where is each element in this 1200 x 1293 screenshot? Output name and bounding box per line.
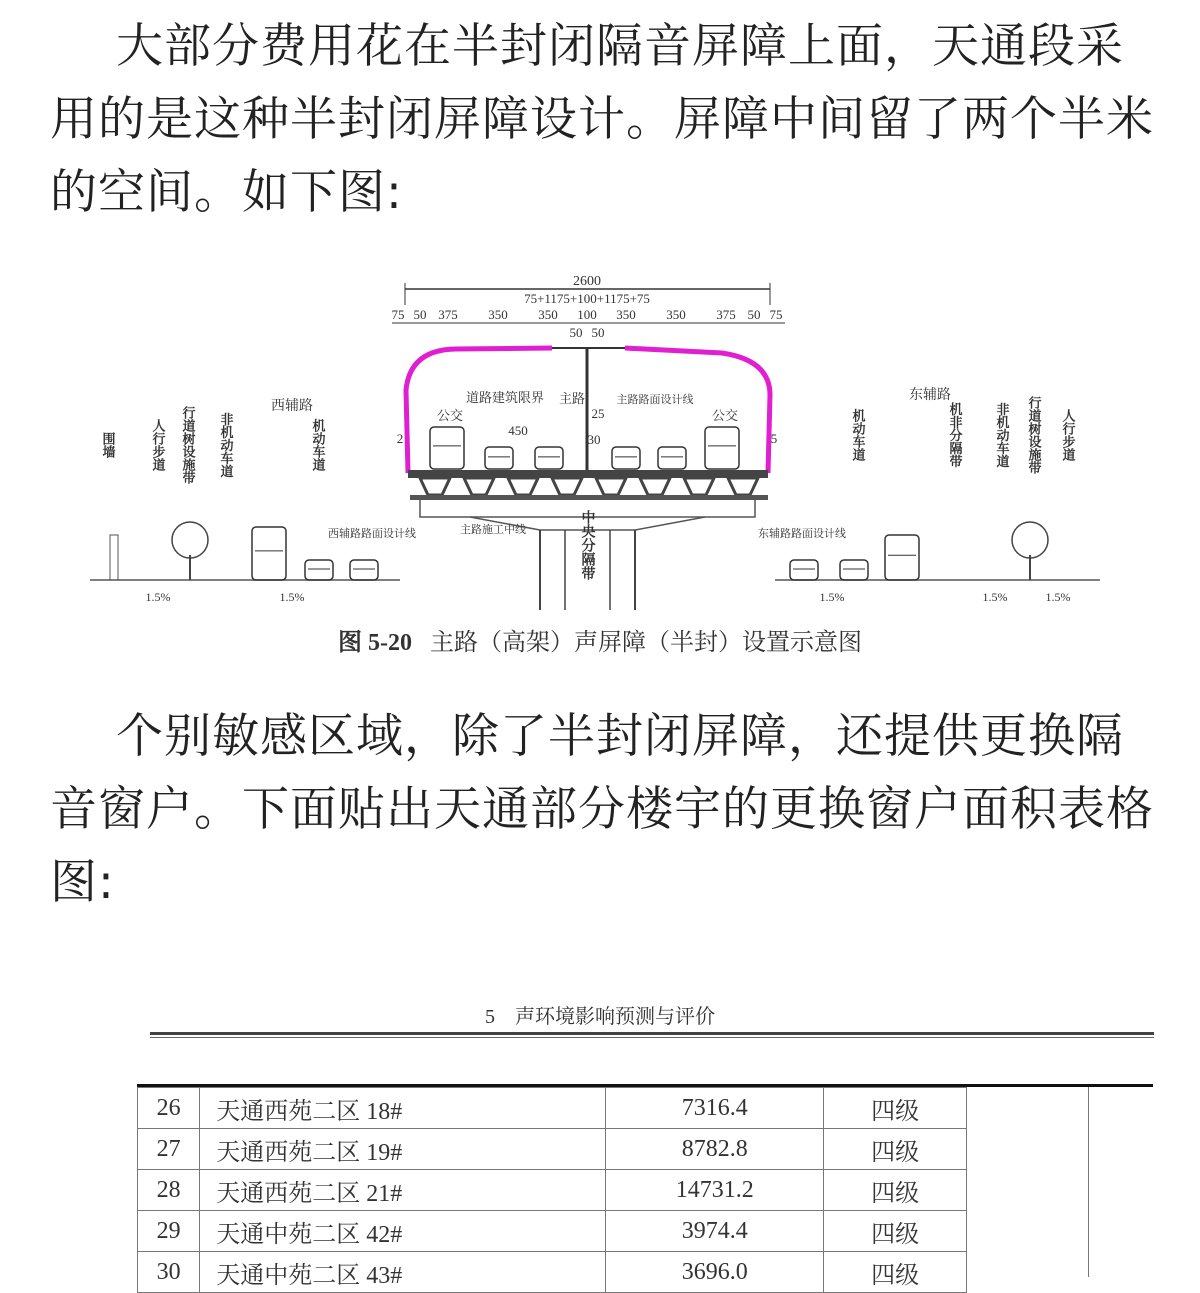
girder — [728, 478, 758, 495]
dim-segment: 100 — [577, 307, 597, 322]
truck-left — [252, 527, 286, 580]
num-25: 25 — [591, 406, 605, 421]
side-labels-right — [851, 395, 1076, 475]
slope-label: 1.5% — [819, 590, 845, 604]
num-450: 450 — [508, 423, 528, 438]
car — [535, 447, 563, 469]
grade: 四级 — [824, 1211, 967, 1252]
grade: 四级 — [824, 1088, 967, 1129]
sound-barrier-right — [625, 348, 770, 473]
car-right — [840, 560, 868, 580]
main-construction-line: 主路施工中线 — [460, 524, 526, 536]
window-area: 3974.4 — [606, 1211, 824, 1252]
car — [485, 447, 513, 469]
girder — [464, 478, 494, 495]
dim-gap-left: 50 — [569, 325, 583, 340]
side-label: 非机动车道 — [218, 412, 234, 478]
car-left — [305, 560, 333, 580]
tree-left — [172, 522, 208, 580]
caption-text: 主路（高架）声屏障（半封）设置示意图 — [430, 630, 862, 656]
dim-segment: 375 — [716, 307, 736, 322]
dim-segments — [392, 307, 783, 322]
dim-segment: 350 — [538, 307, 558, 322]
dim-breakdown: 75+1175+100+1175+75 — [524, 291, 650, 306]
building-name: 天通西苑二区 19# — [200, 1129, 606, 1170]
table-row — [138, 1211, 967, 1252]
row-number: 27 — [138, 1129, 200, 1170]
dim-total: 2600 — [573, 274, 601, 289]
bus-right-side — [885, 535, 919, 580]
dim-gap-right: 50 — [591, 325, 605, 340]
side-label: 人行步道 — [1060, 409, 1076, 461]
caption-fig-number: 图 5-20 — [338, 630, 412, 656]
window-area-table — [137, 1087, 967, 1293]
car — [612, 447, 640, 469]
side-label: 机动车道 — [310, 419, 326, 471]
dim-segment: 75 — [769, 307, 783, 322]
slope-label: 1.5% — [1045, 590, 1071, 604]
bus-right — [705, 427, 739, 469]
table-section-header: 5 声环境影响预测与评价 — [485, 1006, 715, 1028]
bus-label-right: 公交 — [711, 408, 739, 423]
slope-label: 1.5% — [279, 590, 305, 604]
deck-girders — [420, 478, 758, 495]
road-limit-label: 道路建筑限界 — [465, 390, 545, 405]
table-extra-column-line — [1088, 1087, 1089, 1277]
table-row — [138, 1170, 967, 1211]
dim-segment: 75 — [391, 307, 405, 322]
window-area: 7316.4 — [606, 1088, 824, 1129]
side-label: 非机动车道 — [994, 402, 1010, 468]
dim-segment: 350 — [616, 307, 636, 322]
dim-segment: 350 — [666, 307, 686, 322]
num-30: 30 — [587, 432, 601, 447]
grade: 四级 — [824, 1170, 967, 1211]
side-label: 机非分隔带 — [947, 402, 963, 468]
side-label: 机动车道 — [850, 409, 866, 461]
dim-segment: 375 — [438, 307, 458, 322]
main-road-label: 主路 — [558, 391, 586, 406]
deck-vehicles — [430, 427, 739, 469]
table-row — [138, 1088, 967, 1129]
header-rule — [150, 1032, 1154, 1035]
header-rule-thin — [150, 1037, 1154, 1038]
paragraph-intro: 大部分费用花在半封闭隔音屏障上面，天通段采用的是这种半封闭屏障设计。屏障中间留了两个半米的空间。如下图: — [50, 19, 1154, 220]
row-number: 30 — [138, 1252, 200, 1293]
row-number: 26 — [138, 1088, 200, 1129]
building-name: 天通西苑二区 18# — [200, 1088, 606, 1129]
side-label: 行道树设施带 — [1026, 396, 1042, 474]
building-name: 天通中苑二区 43# — [200, 1252, 606, 1293]
building-name: 天通中苑二区 42# — [200, 1211, 606, 1252]
slope-labels — [146, 590, 1071, 604]
bus-label-left: 公交 — [436, 408, 464, 423]
girder — [684, 478, 714, 495]
window-area-table-image — [0, 990, 1200, 1289]
window-area: 8782.8 — [606, 1129, 824, 1170]
grade: 四级 — [824, 1129, 967, 1170]
table-row — [138, 1129, 967, 1170]
dim-segment: 350 — [488, 307, 508, 322]
cross-section-diagram — [0, 255, 1200, 675]
side-design-line-east: 东辅路路面设计线 — [758, 528, 846, 540]
dim-segment: 50 — [413, 307, 427, 322]
window-area: 3696.0 — [606, 1252, 824, 1293]
side-road-east: 东辅路 — [909, 388, 951, 403]
side-labels-left — [101, 405, 326, 485]
side-label: 人行步道 — [150, 419, 166, 471]
figure-caption — [0, 622, 1200, 657]
grade: 四级 — [824, 1252, 967, 1293]
bus-left — [430, 427, 464, 469]
main-design-line-label: 主路路面设计线 — [616, 394, 694, 406]
num-5: 5 — [770, 431, 778, 446]
car-right — [790, 560, 818, 580]
sound-barrier-left — [406, 348, 552, 473]
car-left — [350, 560, 378, 580]
slope-label: 1.5% — [145, 590, 171, 604]
median-label: 中央分隔带 — [579, 510, 595, 580]
paragraph-windows: 个别敏感区域，除了半封闭屏障，还提供更换隔音窗户。下面贴出天通部分楼宇的更换窗户面积表格图: — [50, 709, 1154, 910]
side-label: 行道树设施带 — [180, 406, 196, 484]
side-design-line-west: 西辅路路面设计线 — [328, 528, 416, 540]
side-road-west: 西辅路 — [271, 399, 313, 414]
building-name: 天通西苑二区 21# — [200, 1170, 606, 1211]
side-label: 围墙 — [100, 432, 116, 458]
slope-label: 1.5% — [982, 590, 1008, 604]
girder — [640, 478, 670, 495]
girder — [508, 478, 538, 495]
girder — [552, 478, 582, 495]
dim-segment: 50 — [747, 307, 761, 322]
table-row — [138, 1252, 967, 1293]
window-area: 14731.2 — [606, 1170, 824, 1211]
num-2: 2 — [396, 431, 404, 446]
car — [658, 447, 686, 469]
girder — [420, 478, 450, 495]
tree-right — [1012, 522, 1048, 580]
row-number: 28 — [138, 1170, 200, 1211]
girder — [596, 478, 626, 495]
row-number: 29 — [138, 1211, 200, 1252]
